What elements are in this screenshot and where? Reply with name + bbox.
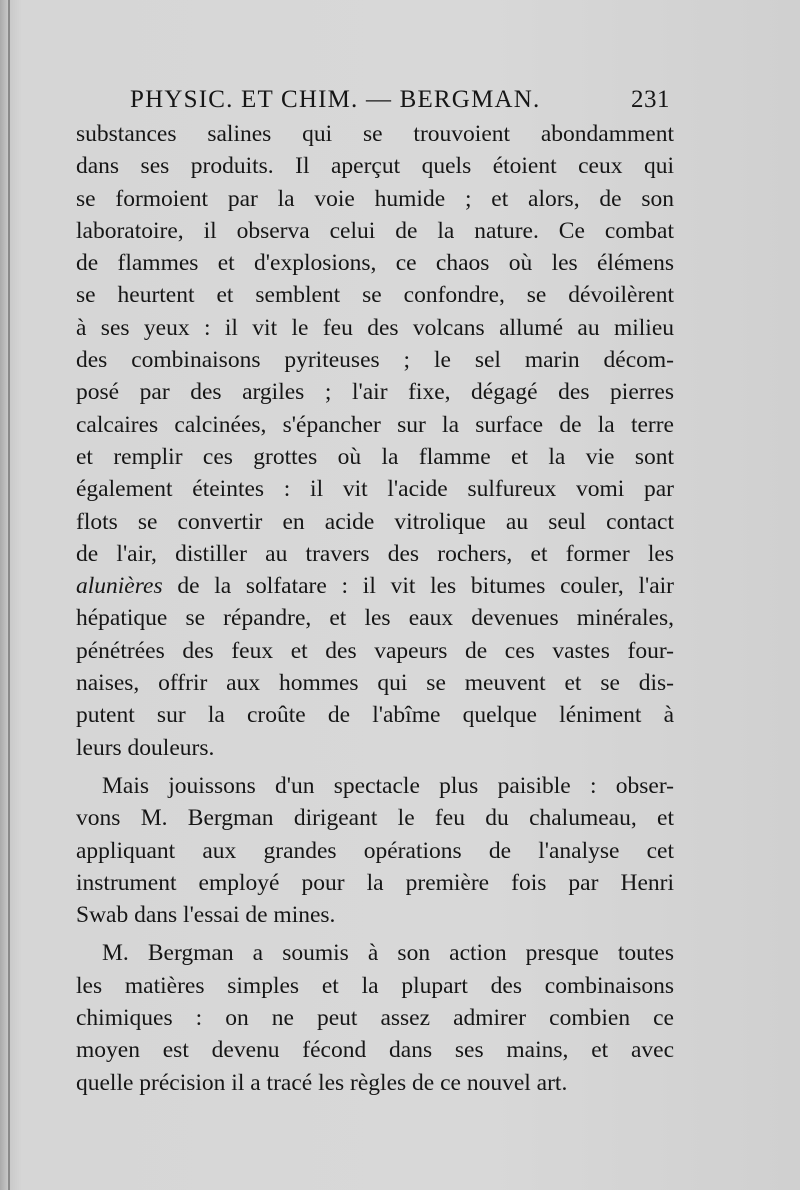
page-gutter-edge	[8, 0, 10, 1190]
text-line	[76, 570, 674, 602]
text-line: hépatique se répandre, et les eaux devenues minérales,	[76, 605, 674, 632]
text-line: à ses yeux : il vit le feu des volcans allumé au milieu	[76, 314, 674, 341]
text-line: quelle précision il a tracé les règles de ce nouvel art.	[76, 1069, 568, 1096]
text-line: Swab dans l'essai de mines.	[76, 902, 336, 929]
text-line: putent sur la croûte de l'abîme quelque léniment à	[76, 702, 674, 729]
italic-term: alunières	[76, 573, 163, 600]
text-line: moyen est devenu fécond dans ses mains, et avec	[76, 1037, 674, 1064]
text-line: leurs douleurs.	[76, 734, 215, 761]
text-line: Mais jouissons d'un spectacle plus paisible : obser-	[102, 772, 674, 799]
text-line: naises, offrir aux hommes qui se meuvent et se dis-	[76, 670, 674, 697]
text-line: des combinaisons pyriteuses ; le sel marin décom-	[76, 347, 674, 374]
text-line: chimiques : on ne peut assez admirer combien ce	[76, 1005, 674, 1032]
text-fragment: de la solfatare : il vit les bitumes couler, l'air	[162, 573, 674, 600]
text-line: instrument employé pour la première fois par Henri	[76, 869, 674, 896]
text-line: substances salines qui se trouvoient abondamment	[76, 121, 674, 147]
text-line: posé par des argiles ; l'air fixe, dégagé des pierres	[76, 379, 674, 406]
text-line: également éteintes : il vit l'acide sulfureux vomi par	[76, 476, 674, 503]
text-line: se heurtent et semblent se confondre, se dévoilèrent	[76, 282, 674, 309]
body-text	[76, 118, 674, 1099]
page-header	[130, 86, 670, 114]
text-line: les matières simples et la plupart des combinaisons	[76, 972, 674, 999]
text-line: M. Bergman a soumis à son action presque toutes	[102, 940, 674, 967]
text-line: et remplir ces grottes où la flamme et la vie sont	[76, 443, 674, 470]
text-line: vons M. Bergman dirigeant le feu du chalumeau, et	[76, 805, 674, 832]
text-line: de flammes et d'explosions, ce chaos où les élémens	[76, 250, 674, 277]
text-line: calcaires calcinées, s'épancher sur la surface de la terre	[76, 411, 674, 438]
text-line: laboratoire, il observa celui de la nature. Ce combat	[76, 217, 674, 244]
text-line: pénétrées des feux et des vapeurs de ces vastes four-	[76, 637, 674, 664]
text-line: appliquant aux grandes opérations de l'analyse cet	[76, 837, 674, 864]
running-title: PHYSIC. ET CHIM. — BERGMAN.	[130, 86, 541, 113]
text-line: se formoient par la voie humide ; et alors, de son	[76, 185, 674, 212]
text-line: dans ses produits. Il aperçut quels étoient ceux qui	[76, 153, 674, 180]
text-line: de l'air, distiller au travers des rochers, et former les	[76, 540, 674, 567]
text-line: flots se convertir en acide vitrolique au seul contact	[76, 508, 674, 535]
page-number: 231	[631, 86, 670, 113]
